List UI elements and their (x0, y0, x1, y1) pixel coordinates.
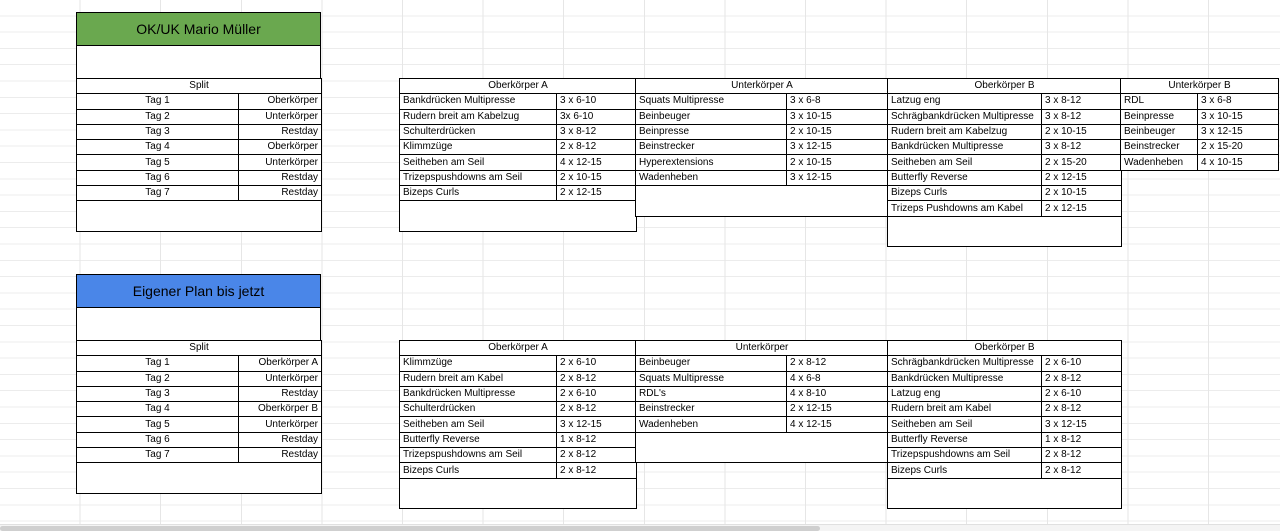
split-day-cell[interactable]: Tag 1 (77, 356, 239, 371)
split-header-cell[interactable]: Split (77, 79, 322, 94)
plan2-split-body (77, 341, 322, 494)
table-row (77, 155, 322, 170)
exercise-cell[interactable]: Bizeps Curls (888, 186, 1042, 201)
table-row (77, 417, 322, 432)
split-header-cell[interactable]: Split (77, 341, 322, 356)
table-row (400, 432, 637, 447)
table-header-row (636, 79, 889, 94)
exercise-cell[interactable]: Rudern breit am Kabel (400, 371, 557, 386)
table-row (400, 463, 637, 478)
empty-cell[interactable] (400, 201, 637, 216)
table-row (77, 109, 322, 124)
table-row-empty (400, 216, 637, 231)
table-row (636, 417, 889, 432)
exercise-cell[interactable]: Rudern breit am Kabelzug (400, 109, 557, 124)
sets-reps-cell[interactable]: 2 x 12-15 (1042, 170, 1122, 185)
empty-cell[interactable] (77, 478, 322, 493)
table-row (636, 155, 889, 170)
table-row-empty (400, 201, 637, 216)
exercise-cell[interactable]: Schrägbankdrücken Multipresse (888, 109, 1042, 124)
sets-reps-cell[interactable]: 2 x 8-12 (557, 402, 637, 417)
exercise-cell[interactable]: Beinstrecker (636, 140, 787, 155)
table-header-cell[interactable]: Unterkörper B (1121, 79, 1279, 94)
sets-reps-cell[interactable]: 2 x 10-15 (787, 124, 889, 139)
plan2-t1-body (636, 341, 889, 463)
sets-reps-cell[interactable]: 4 x 6-8 (787, 371, 889, 386)
table-row (636, 170, 889, 185)
exercise-cell[interactable]: Wadenheben (636, 417, 787, 432)
split-type-cell[interactable]: Oberkörper (239, 140, 322, 155)
split-type-cell[interactable]: Unterkörper (239, 371, 322, 386)
table-header-cell[interactable]: Oberkörper A (400, 79, 637, 94)
table-row (400, 170, 637, 185)
split-type-cell[interactable]: Restday (239, 170, 322, 185)
empty-cell[interactable] (888, 231, 1122, 246)
sets-reps-cell[interactable]: 2 x 8-12 (557, 448, 637, 463)
table-row (77, 356, 322, 371)
plan1-split-body (77, 79, 322, 232)
sets-reps-cell[interactable]: 1 x 8-12 (557, 432, 637, 447)
table-row-empty (77, 463, 322, 478)
sets-reps-cell[interactable]: 2 x 12-15 (557, 186, 637, 201)
exercise-cell[interactable]: Beinstrecker (1121, 140, 1198, 155)
sets-reps-cell[interactable]: 3 x 8-12 (1042, 140, 1122, 155)
plan1-split-table (76, 78, 322, 232)
split-day-cell[interactable]: Tag 3 (77, 386, 239, 401)
exercise-cell[interactable]: Trizepspushdowns am Seil (400, 170, 557, 185)
table-row (77, 124, 322, 139)
table-row (888, 448, 1122, 463)
exercise-cell[interactable]: Butterfly Reverse (888, 432, 1042, 447)
plan1-t3-body (1121, 79, 1279, 171)
table-row (400, 109, 637, 124)
sets-reps-cell[interactable]: 1 x 8-12 (1042, 432, 1122, 447)
sets-reps-cell[interactable]: 3 x 8-12 (1042, 109, 1122, 124)
plan1-notes-cell[interactable] (76, 45, 321, 79)
empty-cell[interactable] (636, 186, 889, 201)
table-header-row (400, 341, 637, 356)
exercise-cell[interactable]: Latzug eng (888, 94, 1042, 109)
split-day-cell[interactable]: Tag 4 (77, 140, 239, 155)
empty-cell[interactable] (636, 432, 889, 447)
table-row (1121, 94, 1279, 109)
table-row (1121, 140, 1279, 155)
sets-reps-cell[interactable]: 3 x 6-8 (1198, 94, 1279, 109)
sets-reps-cell[interactable]: 3 x 12-15 (1042, 417, 1122, 432)
exercise-cell[interactable]: Squats Multipresse (636, 371, 787, 386)
sets-reps-cell[interactable]: 3 x 10-15 (1198, 109, 1279, 124)
exercise-cell[interactable]: Squats Multipresse (636, 94, 787, 109)
table-row-empty (636, 201, 889, 216)
table-header-cell[interactable]: Oberkörper B (888, 341, 1122, 356)
table-row-empty (77, 478, 322, 493)
sets-reps-cell[interactable]: 2 x 8-12 (557, 371, 637, 386)
exercise-cell[interactable]: Beinbeuger (636, 109, 787, 124)
exercise-cell[interactable]: Hyperextensions (636, 155, 787, 170)
split-type-cell[interactable]: Restday (239, 386, 322, 401)
table-row-empty (77, 201, 322, 216)
split-day-cell[interactable]: Tag 3 (77, 124, 239, 139)
table-header-row (400, 79, 637, 94)
table-row (636, 386, 889, 401)
split-type-cell[interactable]: Unterkörper (239, 109, 322, 124)
plan2-table-oberkoerper-b (887, 340, 1122, 509)
split-type-cell[interactable]: Unterkörper (239, 155, 322, 170)
table-header-cell[interactable]: Oberkörper B (888, 79, 1122, 94)
sets-reps-cell[interactable]: 2 x 12-15 (1042, 201, 1122, 216)
table-row (400, 94, 637, 109)
split-day-cell[interactable]: Tag 5 (77, 417, 239, 432)
plan1-table-oberkoerper-a (399, 78, 637, 232)
exercise-cell[interactable]: RDL (1121, 94, 1198, 109)
sets-reps-cell[interactable]: 2 x 8-12 (557, 463, 637, 478)
exercise-cell[interactable]: Trizepspushdowns am Seil (400, 448, 557, 463)
plan2-table-unterkoerper (635, 340, 889, 463)
table-row (77, 402, 322, 417)
exercise-cell[interactable]: Schrägbankdrücken Multipresse (888, 356, 1042, 371)
table-row (636, 356, 889, 371)
table-row (400, 356, 637, 371)
exercise-cell[interactable]: Beinpresse (636, 124, 787, 139)
sets-reps-cell[interactable]: 2 x 6-10 (1042, 356, 1122, 371)
table-row (888, 94, 1122, 109)
sets-reps-cell[interactable]: 2 x 10-15 (1042, 186, 1122, 201)
table-row-empty (636, 448, 889, 463)
table-header-cell[interactable]: Oberkörper A (400, 341, 637, 356)
empty-cell[interactable] (77, 463, 322, 478)
sets-reps-cell[interactable]: 2 x 6-10 (1042, 386, 1122, 401)
exercise-cell[interactable]: Beinbeuger (636, 356, 787, 371)
plan2-notes-cell[interactable] (76, 307, 321, 341)
split-day-cell[interactable]: Tag 7 (77, 186, 239, 201)
split-type-cell[interactable]: Restday (239, 186, 322, 201)
table-header-row (1121, 79, 1279, 94)
table-row (888, 463, 1122, 478)
empty-cell[interactable] (400, 493, 637, 508)
sets-reps-cell[interactable]: 2 x 8-12 (1042, 463, 1122, 478)
split-day-cell[interactable]: Tag 1 (77, 94, 239, 109)
split-day-cell[interactable]: Tag 7 (77, 448, 239, 463)
table-header-row (888, 341, 1122, 356)
sets-reps-cell[interactable]: 2 x 10-15 (1042, 124, 1122, 139)
table-row (400, 417, 637, 432)
table-row (400, 371, 637, 386)
table-row (636, 140, 889, 155)
table-row-empty (636, 432, 889, 447)
table-row (888, 170, 1122, 185)
exercise-cell[interactable]: RDL's (636, 386, 787, 401)
sets-reps-cell[interactable]: 3x 6-10 (557, 109, 637, 124)
table-row (77, 140, 322, 155)
table-row (77, 448, 322, 463)
sets-reps-cell[interactable]: 2 x 6-10 (557, 386, 637, 401)
exercise-cell[interactable]: Seitheben am Seil (888, 417, 1042, 432)
split-day-cell[interactable]: Tag 2 (77, 371, 239, 386)
table-header-cell[interactable]: Unterkörper A (636, 79, 889, 94)
table-row (400, 124, 637, 139)
table-row (888, 124, 1122, 139)
split-type-cell[interactable]: Restday (239, 432, 322, 447)
table-row (77, 386, 322, 401)
exercise-cell[interactable]: Seitheben am Seil (400, 155, 557, 170)
sets-reps-cell[interactable]: 2 x 15-20 (1198, 140, 1279, 155)
table-row (1121, 109, 1279, 124)
table-row (888, 402, 1122, 417)
table-header-row (77, 341, 322, 356)
exercise-cell[interactable]: Beinbeuger (1121, 124, 1198, 139)
table-row-empty (888, 231, 1122, 246)
table-row (77, 371, 322, 386)
sets-reps-cell[interactable]: 3 x 8-12 (1042, 94, 1122, 109)
sets-reps-cell[interactable]: 2 x 15-20 (1042, 155, 1122, 170)
table-row (888, 155, 1122, 170)
exercise-cell[interactable]: Bankdrücken Multipresse (888, 371, 1042, 386)
table-row (400, 186, 637, 201)
plan2-t2-body (888, 341, 1122, 509)
sets-reps-cell[interactable]: 2 x 10-15 (557, 170, 637, 185)
plan1-table-unterkoerper-b (1120, 78, 1279, 171)
exercise-cell[interactable]: Bankdrücken Multipresse (888, 140, 1042, 155)
split-type-cell[interactable]: Oberkörper (239, 94, 322, 109)
table-row (1121, 124, 1279, 139)
table-row (636, 371, 889, 386)
sets-reps-cell[interactable]: 4 x 12-15 (787, 417, 889, 432)
exercise-cell[interactable]: Bizeps Curls (888, 463, 1042, 478)
plan2-title[interactable] (76, 274, 321, 308)
plan1-t2-body (888, 79, 1122, 247)
split-type-cell[interactable]: Restday (239, 448, 322, 463)
sets-reps-cell[interactable]: 3 x 6-8 (787, 94, 889, 109)
split-day-cell[interactable]: Tag 2 (77, 109, 239, 124)
exercise-cell[interactable]: Bankdrücken Multipresse (400, 386, 557, 401)
sets-reps-cell[interactable]: 3 x 12-15 (557, 417, 637, 432)
empty-cell[interactable] (888, 478, 1122, 493)
table-row (888, 417, 1122, 432)
split-type-cell[interactable]: Oberkörper B (239, 402, 322, 417)
empty-cell[interactable] (636, 448, 889, 463)
empty-cell[interactable] (77, 216, 322, 231)
table-row (636, 124, 889, 139)
exercise-cell[interactable]: Bizeps Curls (400, 186, 557, 201)
empty-cell[interactable] (888, 493, 1122, 508)
exercise-cell[interactable]: Klimmzüge (400, 140, 557, 155)
table-row (1121, 155, 1279, 170)
exercise-cell[interactable]: Butterfly Reverse (888, 170, 1042, 185)
sets-reps-cell[interactable]: 4 x 10-15 (1198, 155, 1279, 170)
sets-reps-cell[interactable]: 3 x 8-12 (557, 124, 637, 139)
table-row (400, 155, 637, 170)
table-row (400, 386, 637, 401)
horizontal-scrollbar[interactable] (0, 524, 1280, 531)
plan2-split-table (76, 340, 322, 494)
empty-cell[interactable] (400, 478, 637, 493)
plan2-title-text: Eigener Plan bis jetzt (132, 283, 265, 299)
sets-reps-cell[interactable]: 2 x 8-12 (787, 356, 889, 371)
sets-reps-cell[interactable]: 3 x 6-10 (557, 94, 637, 109)
plan1-title-text: OK/UK Mario Müller (136, 21, 261, 37)
exercise-cell[interactable]: Bankdrücken Multipresse (400, 94, 557, 109)
table-row (888, 371, 1122, 386)
sets-reps-cell[interactable]: 3 x 12-15 (1198, 124, 1279, 139)
table-row (400, 402, 637, 417)
table-header-row (888, 79, 1122, 94)
empty-cell[interactable] (400, 216, 637, 231)
table-row-empty (400, 493, 637, 508)
table-row-empty (888, 493, 1122, 508)
exercise-cell[interactable]: Seitheben am Seil (888, 155, 1042, 170)
empty-cell[interactable] (77, 201, 322, 216)
table-row (77, 170, 322, 185)
sets-reps-cell[interactable]: 2 x 8-12 (1042, 448, 1122, 463)
table-row (888, 386, 1122, 401)
table-row (888, 356, 1122, 371)
split-type-cell[interactable]: Unterkörper (239, 417, 322, 432)
table-row (77, 432, 322, 447)
sets-reps-cell[interactable]: 4 x 12-15 (557, 155, 637, 170)
exercise-cell[interactable]: Trizeps Pushdowns am Kabel (888, 201, 1042, 216)
table-row (888, 201, 1122, 216)
table-row (888, 140, 1122, 155)
exercise-cell[interactable]: Rudern breit am Kabel (888, 402, 1042, 417)
table-row (888, 186, 1122, 201)
exercise-cell[interactable]: Beinpresse (1121, 109, 1198, 124)
plan1-t1-body (636, 79, 889, 217)
exercise-cell[interactable]: Beinstrecker (636, 402, 787, 417)
empty-cell[interactable] (636, 201, 889, 216)
table-row (636, 94, 889, 109)
empty-cell[interactable] (888, 216, 1122, 231)
table-header-row (77, 79, 322, 94)
table-row-empty (888, 478, 1122, 493)
split-type-cell[interactable]: Restday (239, 124, 322, 139)
sets-reps-cell[interactable]: 2 x 8-12 (1042, 371, 1122, 386)
scrollbar-thumb[interactable] (0, 526, 820, 531)
sets-reps-cell[interactable]: 3 x 12-15 (787, 170, 889, 185)
exercise-cell[interactable]: Trizepspushdowns am Seil (888, 448, 1042, 463)
exercise-cell[interactable]: Latzug eng (888, 386, 1042, 401)
exercise-cell[interactable]: Klimmzüge (400, 356, 557, 371)
plan2-t0-body (400, 341, 637, 509)
exercise-cell[interactable]: Seitheben am Seil (400, 417, 557, 432)
sets-reps-cell[interactable]: 2 x 8-12 (557, 140, 637, 155)
exercise-cell[interactable]: Wadenheben (1121, 155, 1198, 170)
sets-reps-cell[interactable]: 3 x 10-15 (787, 109, 889, 124)
exercise-cell[interactable]: Schulterdrücken (400, 124, 557, 139)
table-row-empty (636, 186, 889, 201)
table-row (636, 402, 889, 417)
plan1-table-unterkoerper-a (635, 78, 889, 217)
table-row (888, 432, 1122, 447)
exercise-cell[interactable]: Rudern breit am Kabelzug (888, 124, 1042, 139)
sets-reps-cell[interactable]: 2 x 8-12 (1042, 402, 1122, 417)
table-row (400, 140, 637, 155)
table-row (77, 186, 322, 201)
sets-reps-cell[interactable]: 2 x 6-10 (557, 356, 637, 371)
table-row-empty (77, 216, 322, 231)
table-row-empty (400, 478, 637, 493)
table-header-cell[interactable]: Unterkörper (636, 341, 889, 356)
exercise-cell[interactable]: Bizeps Curls (400, 463, 557, 478)
split-day-cell[interactable]: Tag 6 (77, 170, 239, 185)
table-row-empty (888, 216, 1122, 231)
sets-reps-cell[interactable]: 3 x 12-15 (787, 140, 889, 155)
sets-reps-cell[interactable]: 2 x 12-15 (787, 402, 889, 417)
exercise-cell[interactable]: Butterfly Reverse (400, 432, 557, 447)
table-row (636, 109, 889, 124)
plan1-table-oberkoerper-b (887, 78, 1122, 247)
table-header-row (636, 341, 889, 356)
table-row (77, 94, 322, 109)
plan1-t0-body (400, 79, 637, 232)
sets-reps-cell[interactable]: 4 x 8-10 (787, 386, 889, 401)
split-type-cell[interactable]: Oberkörper A (239, 356, 322, 371)
split-day-cell[interactable]: Tag 6 (77, 432, 239, 447)
exercise-cell[interactable]: Schulterdrücken (400, 402, 557, 417)
plan1-title[interactable] (76, 12, 321, 46)
sets-reps-cell[interactable]: 2 x 10-15 (787, 155, 889, 170)
split-day-cell[interactable]: Tag 4 (77, 402, 239, 417)
plan2-table-oberkoerper-a (399, 340, 637, 509)
split-day-cell[interactable]: Tag 5 (77, 155, 239, 170)
table-row (400, 448, 637, 463)
exercise-cell[interactable]: Wadenheben (636, 170, 787, 185)
table-row (888, 109, 1122, 124)
